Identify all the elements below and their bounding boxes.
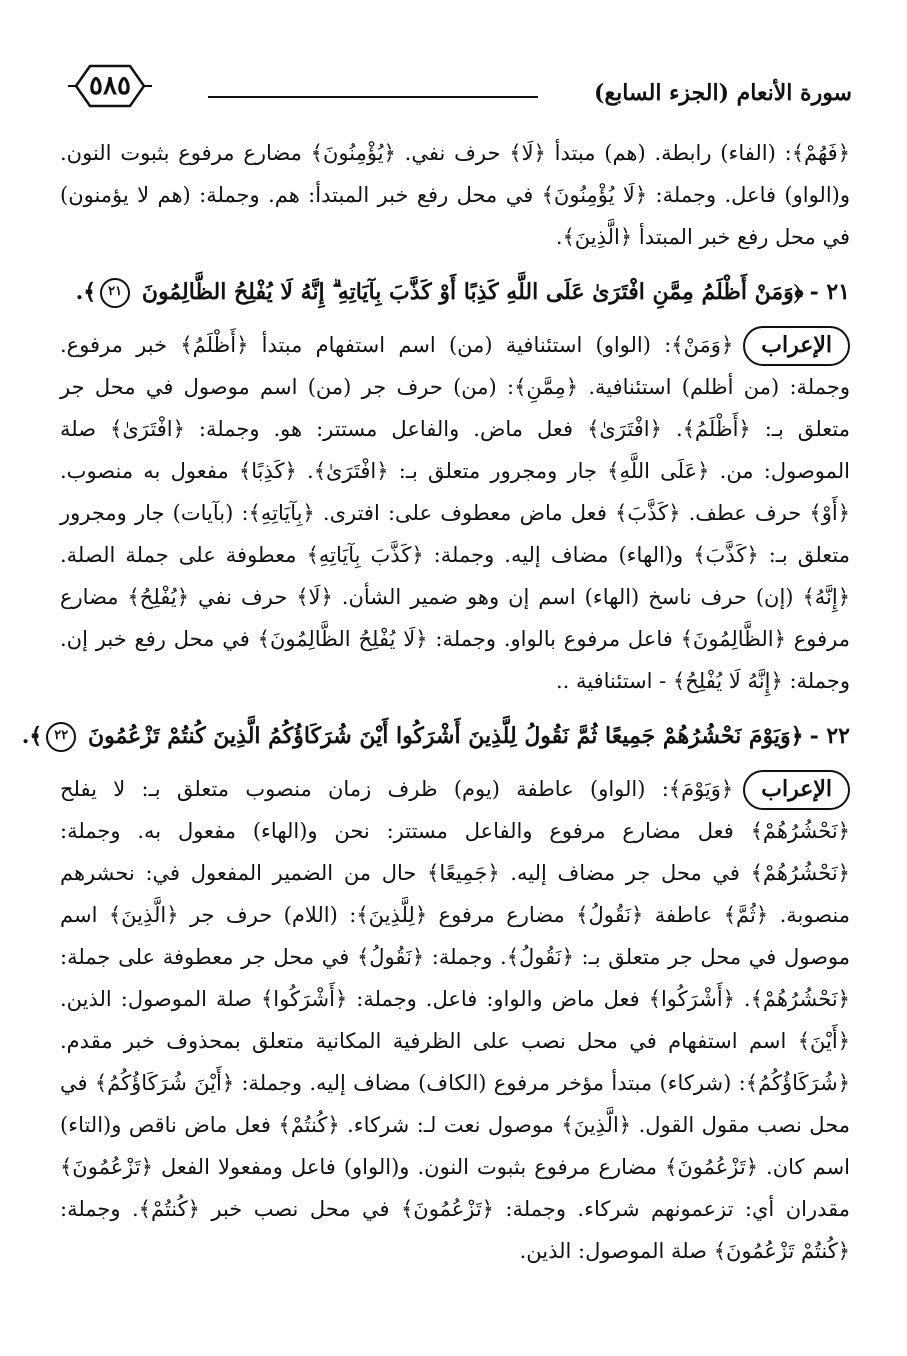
header-divider (208, 96, 538, 98)
page-header-title: سورة الأنعام (الجزء السابع) (594, 80, 852, 106)
verse-text: ﴿وَمَنْ أَظْلَمُ مِمَّنِ افْتَرَىٰ عَلَى اللَّهِ كَذِبًا أَوْ كَذَّبَ بِآيَاتِهِ ۗ إِنَّهُ لَا يُفْلِحُ الظَّالِمُونَ (141, 279, 804, 305)
verse-text: ﴿وَيَوْمَ نَحْشُرُهُمْ جَمِيعًا ثُمَّ نَقُولُ لِلَّذِينَ أَشْرَكُوا أَيْنَ شُرَكَاؤُكُمُ الَّذِينَ كُنتُمْ تَزْعُمُونَ (87, 723, 804, 749)
page-number-frame (64, 62, 156, 110)
page-number: ٥٨٥ (89, 71, 131, 101)
irab-label-badge: الإعراب (743, 770, 850, 810)
page-content (21, 132, 850, 1272)
irab-text: ﴿وَيَوْمَ﴾: (الواو) عاطفة (يوم) ظرف زمان منصوب متعلق بـ: لا يفلح ﴿نَحْشُرُهُمْ﴾ فعل مضارع مرفوع والفاعل مستتر: نحن و(الهاء) مفعول به. وجملة: ﴿نَحْشُرُهُمْ﴾ في محل جر مضاف إليه. ﴿جَمِيعًا﴾ حال من الضمير المفعول في: نحشرهم منصوبة. ﴿ثُمَّ﴾ عاطفة ﴿نَقُولُ﴾ مضارع مرفوع ﴿لِلَّذِينَ﴾: (اللام) حرف جر ﴿الَّذِينَ﴾ اسم موصول في محل جر متعلق بـ: ﴿نَقُولُ﴾. وجملة: ﴿نَقُولُ﴾ في محل جر معطوفة على جملة: ﴿نَحْشُرُهُمْ﴾. ﴿أَشْرَكُوا﴾ فعل ماض والواو: فاعل. وجملة: ﴿أَشْرَكُوا﴾ صلة الموصول: الذين. ﴿أَيْنَ﴾ اسم استفهام في محل نصب على الظرفية المكانية متعلق بمحذوف خبر مقدم. ﴿شُرَكَاؤُكُمُ﴾: (شركاء) مبتدأ مؤخر مرفوع (الكاف) مضاف إليه. وجملة: ﴿أَيْنَ شُرَكَاؤُكُمُ﴾ في محل نصب مقول القول. ﴿الَّذِينَ﴾ موصول نعت لـ: شركاء. ﴿كُنتُمْ﴾ فعل ماض ناقص و(التاء) اسم كان. ﴿تَزْعُمُونَ﴾ مضارع مرفوع بثبوت النون. و(الواو) فاعل ومفعولا الفعل ﴿تَزْعُمُونَ﴾ مقدران أي: تزعمونهم شركاء. وجملة: ﴿تَزْعُمُونَ﴾ في محل نصب خبر ﴿كُنتُمْ﴾. وجملة: ﴿كُنتُمْ تَزْعُمُونَ﴾ صلة الموصول: الذين. (60, 777, 850, 1263)
ayah-end-marker-icon: ٢١ (100, 278, 130, 308)
irab-paragraph-intro: ﴿فَهُمْ﴾: (الفاء) رابطة. (هم) مبتدأ ﴿لَا﴾ حرف نفي. ﴿يُؤْمِنُونَ﴾ مضارع مرفوع بثبوت النون. و(الواو) فاعل. وجملة: ﴿لَا يُؤْمِنُونَ﴾ في محل رفع خبر المبتدأ: هم. وجملة: (هم لا يؤمنون) في محل رفع خبر المبتدأ ﴿الَّذِينَ﴾. (60, 141, 850, 249)
irab-paragraph-verse-22 (60, 768, 850, 1272)
verse-close: ﴾. (75, 279, 97, 305)
verse-close: ﴾. (21, 723, 43, 749)
verse-number: ٢١ - (809, 279, 850, 305)
irab-text: ﴿وَمَنْ﴾: (الواو) استئنافية (من) اسم استفهام مبتدأ ﴿أَظْلَمُ﴾ خبر مرفوع. وجملة: (من أظلم) استئنافية. ﴿مِمَّنِ﴾: (من) حرف جر (من) اسم موصول في محل جر متعلق بـ: ﴿أَظْلَمُ﴾. ﴿افْتَرَىٰ﴾ فعل ماض. والفاعل مستتر: هو. وجملة: ﴿افْتَرَىٰ﴾ صلة الموصول: من. ﴿عَلَى اللَّهِ﴾ جار ومجرور متعلق بـ: ﴿افْتَرَىٰ﴾. ﴿كَذِبًا﴾ مفعول به منصوب. ﴿أَوْ﴾ حرف عطف. ﴿كَذَّبَ﴾ فعل ماض معطوف على: افترى. ﴿بِآيَاتِهِ﴾: (بآيات) جار ومجرور متعلق بـ: ﴿كَذَّبَ﴾ و(الهاء) مضاف إليه. وجملة: ﴿كَذَّبَ بِآيَاتِهِ﴾ معطوفة على جملة الصلة. ﴿إِنَّهُ﴾ (إن) حرف ناسخ (الهاء) اسم إن وهو ضمير الشأن. ﴿لَا﴾ حرف نفي ﴿يُفْلِحُ﴾ مضارع مرفوع ﴿الظَّالِمُونَ﴾ فاعل مرفوع بالواو. وجملة: ﴿لَا يُفْلِحُ الظَّالِمُونَ﴾ في محل رفع خبر إن. وجملة: ﴿إِنَّهُ لَا يُفْلِحُ﴾ - استئنافية .. (60, 333, 850, 693)
ayah-end-marker-icon: ٢٢ (46, 722, 76, 752)
page-header (60, 62, 852, 122)
verse-21 (60, 270, 850, 314)
irab-label-badge: الإعراب (743, 326, 850, 366)
verse-22 (21, 714, 850, 758)
irab-paragraph-verse-21 (60, 324, 850, 702)
verse-number: ٢٢ - (809, 723, 850, 749)
